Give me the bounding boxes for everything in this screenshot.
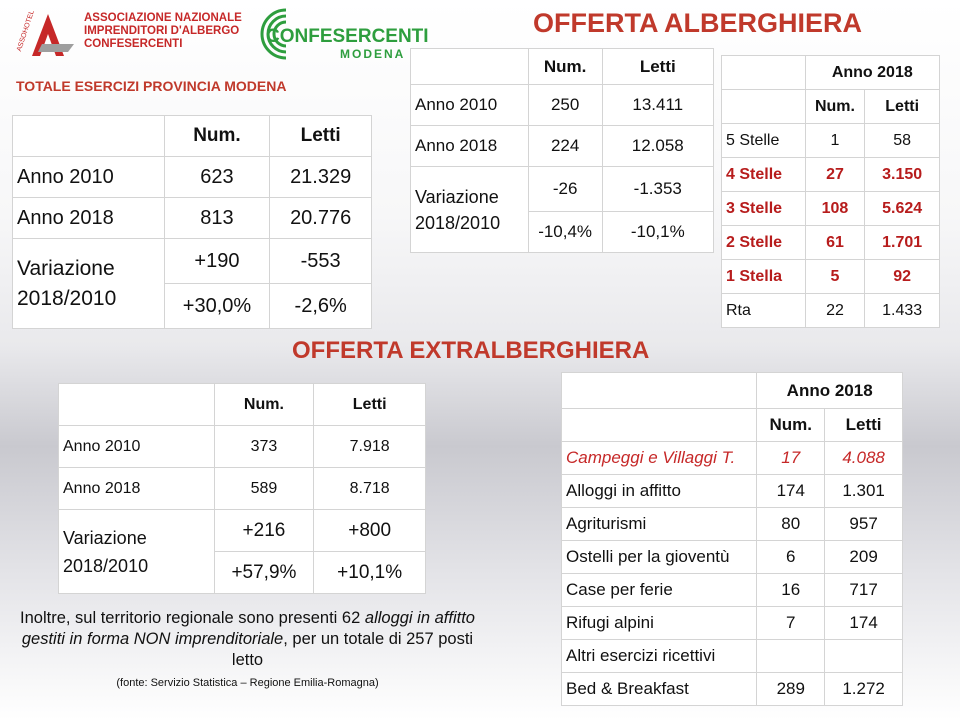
cell-letti: 717 bbox=[825, 574, 903, 607]
table-row bbox=[722, 124, 940, 158]
cell-letti: -2,6% bbox=[270, 284, 372, 329]
cell-num: 6 bbox=[757, 541, 825, 574]
table-header-row bbox=[722, 90, 940, 124]
footnote bbox=[20, 608, 475, 694]
table-row bbox=[562, 574, 903, 607]
cell-letti bbox=[825, 640, 903, 673]
cell-letti: -1.353 bbox=[602, 167, 713, 212]
cell-num: 174 bbox=[757, 475, 825, 508]
confesercenti-name: CONFESERCENTI bbox=[266, 26, 429, 47]
header-cell: Num. bbox=[164, 116, 270, 157]
table-row bbox=[562, 541, 903, 574]
cell-num: 224 bbox=[528, 126, 602, 167]
cell-num: +30,0% bbox=[164, 284, 270, 329]
table-row bbox=[59, 468, 426, 510]
table-row bbox=[562, 640, 903, 673]
cell-num: +190 bbox=[164, 239, 270, 284]
cell-letti: 1.301 bbox=[825, 475, 903, 508]
cell-letti: 1.701 bbox=[865, 226, 940, 260]
confesercenti-city: MODENA bbox=[340, 47, 406, 61]
cell-letti: 1.272 bbox=[825, 673, 903, 706]
header-cell: Num. bbox=[528, 49, 602, 85]
row-label: 5 Stelle bbox=[722, 124, 806, 158]
cell-num: 22 bbox=[805, 294, 865, 328]
table-row bbox=[722, 158, 940, 192]
row-label: Rta bbox=[722, 294, 806, 328]
row-label-variazione: Variazione 2018/2010 bbox=[411, 167, 529, 253]
cell-num: -26 bbox=[528, 167, 602, 212]
table-row bbox=[13, 198, 372, 239]
cell-letti: 957 bbox=[825, 508, 903, 541]
cell-letti: 209 bbox=[825, 541, 903, 574]
table-totale-provincia bbox=[12, 115, 372, 329]
row-label: Altri esercizi ricettivi bbox=[562, 640, 757, 673]
header-cell: Letti bbox=[602, 49, 713, 85]
assohotel-line: ASSOCIAZIONE NAZIONALE bbox=[84, 12, 242, 24]
table-header-row bbox=[722, 56, 940, 90]
cell-num: 250 bbox=[528, 85, 602, 126]
cell-letti: 174 bbox=[825, 607, 903, 640]
header-cell bbox=[13, 116, 165, 157]
cell-letti: +10,1% bbox=[314, 552, 426, 594]
header-cell bbox=[722, 90, 806, 124]
header-cell: Num. bbox=[805, 90, 865, 124]
table-row bbox=[562, 508, 903, 541]
cell-num: 16 bbox=[757, 574, 825, 607]
cell-num: 27 bbox=[805, 158, 865, 192]
header-cell bbox=[722, 56, 806, 90]
header-cell bbox=[562, 409, 757, 442]
header-cell bbox=[562, 373, 757, 409]
table-row bbox=[722, 294, 940, 328]
cell-letti: 5.624 bbox=[865, 192, 940, 226]
cell-letti: 13.411 bbox=[602, 85, 713, 126]
cell-letti: +800 bbox=[314, 510, 426, 552]
cell-num: 813 bbox=[164, 198, 270, 239]
row-label-variazione: Variazione 2018/2010 bbox=[59, 510, 215, 594]
cell-letti: -10,1% bbox=[602, 212, 713, 253]
cell-num: +216 bbox=[214, 510, 314, 552]
row-label: Anno 2018 bbox=[411, 126, 529, 167]
header-year: Anno 2018 bbox=[757, 373, 903, 409]
assohotel-logo-icon bbox=[16, 8, 82, 58]
row-label: Anno 2010 bbox=[59, 426, 215, 468]
row-label: Bed & Breakfast bbox=[562, 673, 757, 706]
confesercenti-logo bbox=[256, 4, 429, 62]
header-cell: Num. bbox=[214, 384, 314, 426]
assohotel-line: CONFESERCENTI bbox=[84, 38, 183, 50]
cell-letti: 8.718 bbox=[314, 468, 426, 510]
cell-num: 1 bbox=[805, 124, 865, 158]
table-row bbox=[562, 475, 903, 508]
cell-num: 5 bbox=[805, 260, 865, 294]
header-cell: Num. bbox=[757, 409, 825, 442]
row-label: Anno 2018 bbox=[13, 198, 165, 239]
cell-letti: 92 bbox=[865, 260, 940, 294]
title-offerta-alberghiera: OFFERTA ALBERGHIERA bbox=[533, 8, 862, 38]
header-cell: Letti bbox=[865, 90, 940, 124]
table-row bbox=[411, 167, 714, 212]
table-header-row bbox=[411, 49, 714, 85]
row-label: Anno 2010 bbox=[411, 85, 529, 126]
row-label: Anno 2010 bbox=[13, 157, 165, 198]
table-stelle-2018 bbox=[721, 55, 940, 328]
row-label: 2 Stelle bbox=[722, 226, 806, 260]
row-label: Anno 2018 bbox=[59, 468, 215, 510]
table-row bbox=[562, 673, 903, 706]
footnote-text: Inoltre, sul territorio regionale sono presenti 62 bbox=[20, 609, 361, 627]
cell-num: 7 bbox=[757, 607, 825, 640]
assohotel-line: IMPRENDITORI D'ALBERGO bbox=[84, 25, 240, 37]
table-header-row bbox=[562, 373, 903, 409]
header-cell bbox=[59, 384, 215, 426]
table-row bbox=[722, 260, 940, 294]
table-row bbox=[13, 239, 372, 284]
cell-letti: 58 bbox=[865, 124, 940, 158]
cell-num: 289 bbox=[757, 673, 825, 706]
row-label: 3 Stelle bbox=[722, 192, 806, 226]
table-row bbox=[562, 442, 903, 475]
row-label: 4 Stelle bbox=[722, 158, 806, 192]
cell-letti: 20.776 bbox=[270, 198, 372, 239]
cell-num: 80 bbox=[757, 508, 825, 541]
header-cell: Letti bbox=[314, 384, 426, 426]
cell-num: 17 bbox=[757, 442, 825, 475]
cell-letti: 7.918 bbox=[314, 426, 426, 468]
cell-num: 61 bbox=[805, 226, 865, 260]
title-totale-provincia: TOTALE ESERCIZI PROVINCIA MODENA bbox=[16, 78, 287, 94]
table-row bbox=[13, 157, 372, 198]
cell-num: 108 bbox=[805, 192, 865, 226]
cell-letti: 21.329 bbox=[270, 157, 372, 198]
table-row bbox=[722, 192, 940, 226]
cell-letti: 1.433 bbox=[865, 294, 940, 328]
table-offerta-extralberghiera bbox=[58, 383, 426, 594]
cell-letti: 12.058 bbox=[602, 126, 713, 167]
header-cell: Letti bbox=[270, 116, 372, 157]
table-header-row bbox=[562, 409, 903, 442]
row-label: Rifugi alpini bbox=[562, 607, 757, 640]
assohotel-logo-text bbox=[84, 12, 242, 51]
table-row bbox=[411, 85, 714, 126]
row-label: Ostelli per la gioventù bbox=[562, 541, 757, 574]
cell-num bbox=[757, 640, 825, 673]
cell-letti: -553 bbox=[270, 239, 372, 284]
table-row bbox=[59, 426, 426, 468]
cell-num: 589 bbox=[214, 468, 314, 510]
table-row bbox=[411, 126, 714, 167]
assohotel-vertical-label: ASSOHOTEL bbox=[16, 9, 36, 53]
cell-num: 623 bbox=[164, 157, 270, 198]
table-row bbox=[722, 226, 940, 260]
cell-num: 373 bbox=[214, 426, 314, 468]
header-cell: Letti bbox=[825, 409, 903, 442]
cell-num: -10,4% bbox=[528, 212, 602, 253]
row-label: Alloggi in affitto bbox=[562, 475, 757, 508]
table-header-row bbox=[59, 384, 426, 426]
table-row bbox=[59, 510, 426, 552]
cell-letti: 4.088 bbox=[825, 442, 903, 475]
row-label: 1 Stella bbox=[722, 260, 806, 294]
row-label: Agriturismi bbox=[562, 508, 757, 541]
footnote-italic: alloggi in affitto gestiti in forma NON imprenditoriale bbox=[21, 609, 475, 648]
footnote-text: , per un totale di 257 posti letto bbox=[231, 630, 474, 669]
footnote-source: (fonte: Servizio Statistica – Regione Emilia-Romagna) bbox=[116, 677, 379, 689]
cell-num: +57,9% bbox=[214, 552, 314, 594]
table-row bbox=[562, 607, 903, 640]
table-offerta-alberghiera bbox=[410, 48, 714, 253]
row-label: Case per ferie bbox=[562, 574, 757, 607]
cell-letti: 3.150 bbox=[865, 158, 940, 192]
table-header-row bbox=[13, 116, 372, 157]
row-label: Campeggi e Villaggi T. bbox=[562, 442, 757, 475]
header-cell bbox=[411, 49, 529, 85]
header-year: Anno 2018 bbox=[805, 56, 939, 90]
title-offerta-extralberghiera: OFFERTA EXTRALBERGHIERA bbox=[292, 337, 650, 364]
row-label-variazione: Variazione 2018/2010 bbox=[13, 239, 165, 329]
table-tipologie-extralberghiere bbox=[561, 372, 903, 706]
